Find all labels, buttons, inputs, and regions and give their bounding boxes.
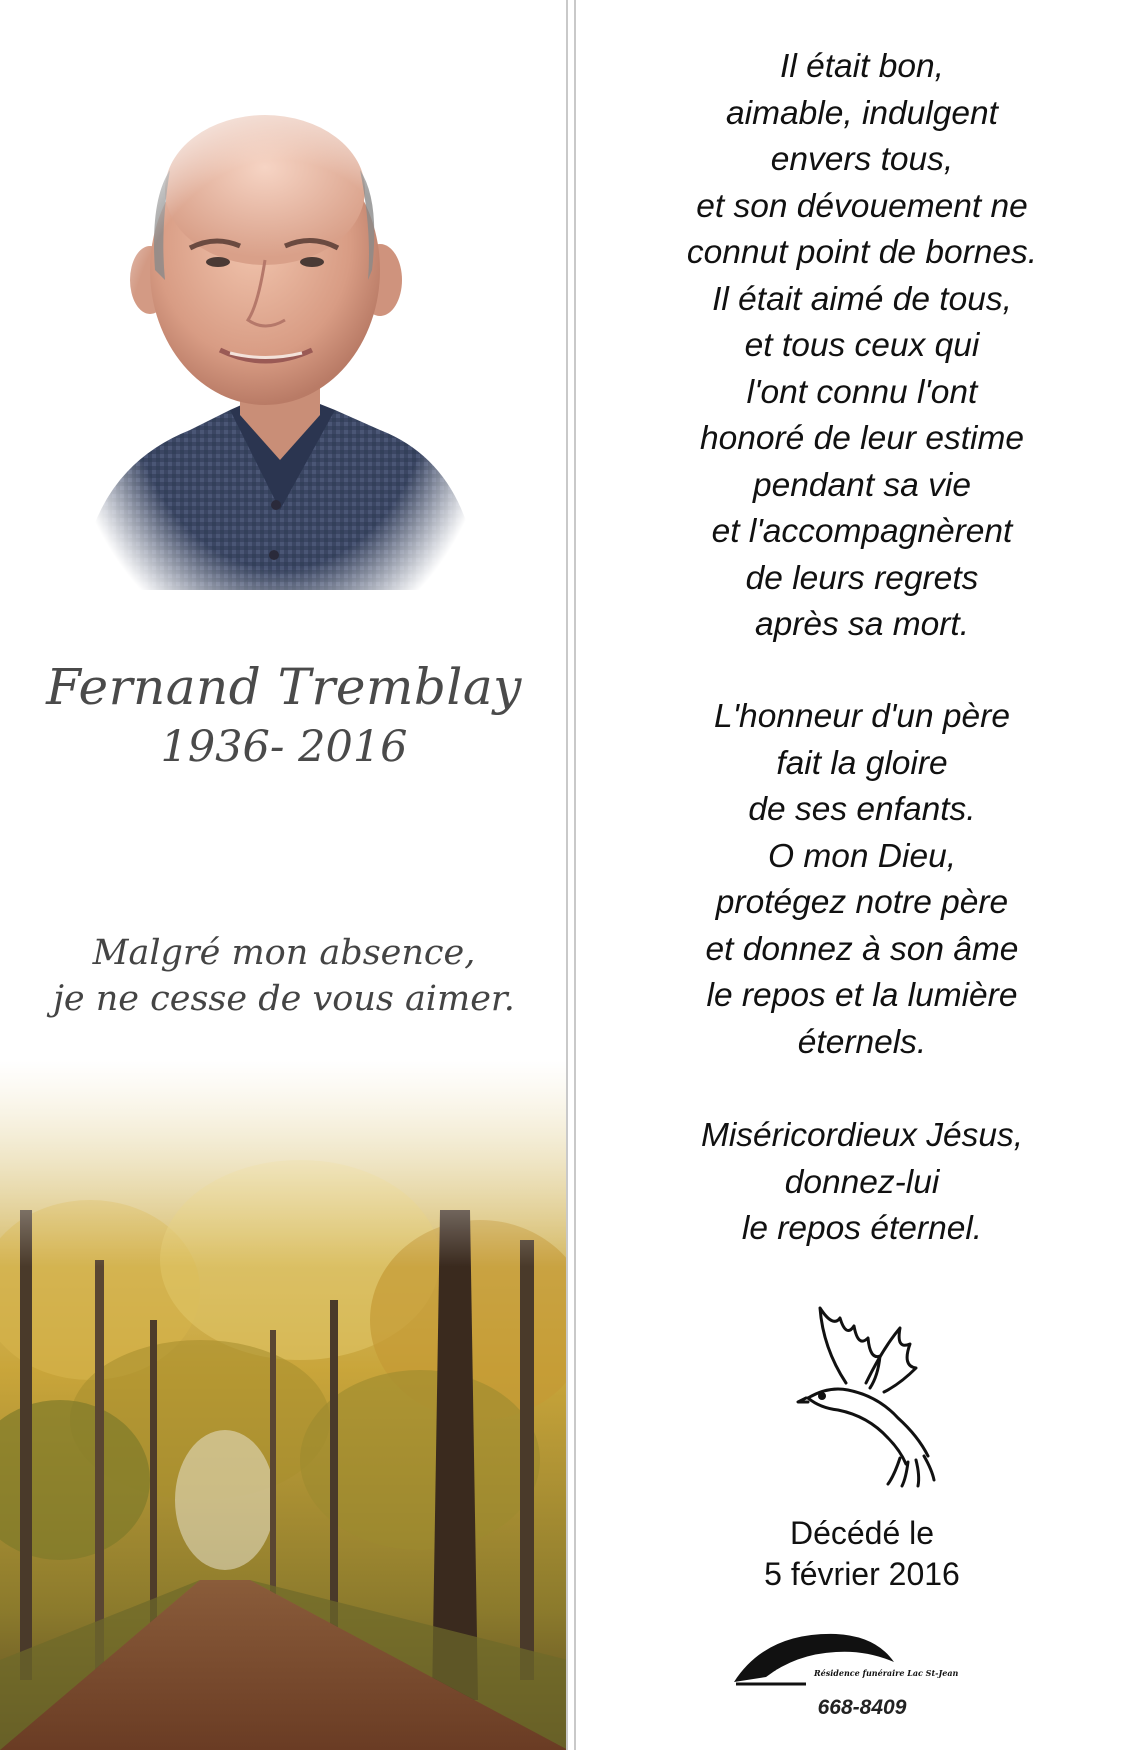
- forest-path-image: [0, 1060, 568, 1750]
- poem-line: le repos et la lumière: [706, 977, 1018, 1014]
- poem-line: et tous ceux qui: [744, 327, 980, 364]
- funeral-home-name: Résidence funéraire Lac St-Jean: [814, 1668, 959, 1678]
- poem-stanza-3: [576, 1113, 1146, 1253]
- poem-line: de ses enfants.: [748, 791, 976, 828]
- poem-line: de leurs regrets: [745, 559, 979, 597]
- poem-stanza-1: [576, 44, 1146, 649]
- poem-line: envers tous,: [770, 141, 954, 178]
- poem-line: Miséricordieux Jésus,: [700, 1117, 1024, 1154]
- death-label: Décédé le: [789, 1515, 935, 1551]
- deceased-name: Fernand Tremblay: [46, 658, 522, 716]
- poem-stanza-2: [576, 694, 1146, 1066]
- memorial-card-back: [574, 0, 1146, 1750]
- quote-line: Malgré mon absence,: [92, 933, 476, 973]
- poem-line: et donnez à son âme: [705, 930, 1019, 968]
- quote-line: je ne cesse de vous aimer.: [53, 979, 515, 1019]
- poem-line: fait la gloire: [776, 744, 948, 782]
- life-years: 1936- 2016: [160, 722, 408, 772]
- poem-line: l'ont connu l'ont: [746, 373, 978, 411]
- poem-line: honoré de leur estime: [699, 420, 1025, 457]
- poem-line: aimable, indulgent: [726, 94, 998, 132]
- poem-line: connut point de bornes.: [686, 234, 1038, 271]
- funeral-home-phone: 668-8409: [817, 1696, 907, 1719]
- poem-line: et l'accompagnèrent: [711, 513, 1013, 550]
- poem-line: le repos éternel.: [741, 1210, 983, 1247]
- memorial-card-front: [0, 0, 568, 1750]
- poem-line: L'honneur d'un père: [714, 698, 1010, 735]
- dove-icon: [788, 1288, 938, 1488]
- poem-line: O mon Dieu,: [767, 837, 957, 875]
- memorial-quote: [0, 930, 568, 1022]
- death-date: 5 février 2016: [764, 1556, 960, 1592]
- portrait-photo: [80, 110, 480, 640]
- poem-line: éternels.: [797, 1023, 927, 1061]
- poem-line: protégez notre père: [715, 884, 1009, 921]
- poem-line: Il était bon,: [780, 48, 944, 85]
- poem-line: Il était aimé de tous,: [712, 280, 1012, 318]
- poem-line: donnez-lui: [784, 1163, 940, 1201]
- poem-line: et son dévouement ne: [696, 187, 1028, 225]
- poem-line: pendant sa vie: [753, 466, 971, 504]
- funeral-home-logo: [726, 1622, 1026, 1692]
- poem-line: après sa mort.: [754, 606, 970, 643]
